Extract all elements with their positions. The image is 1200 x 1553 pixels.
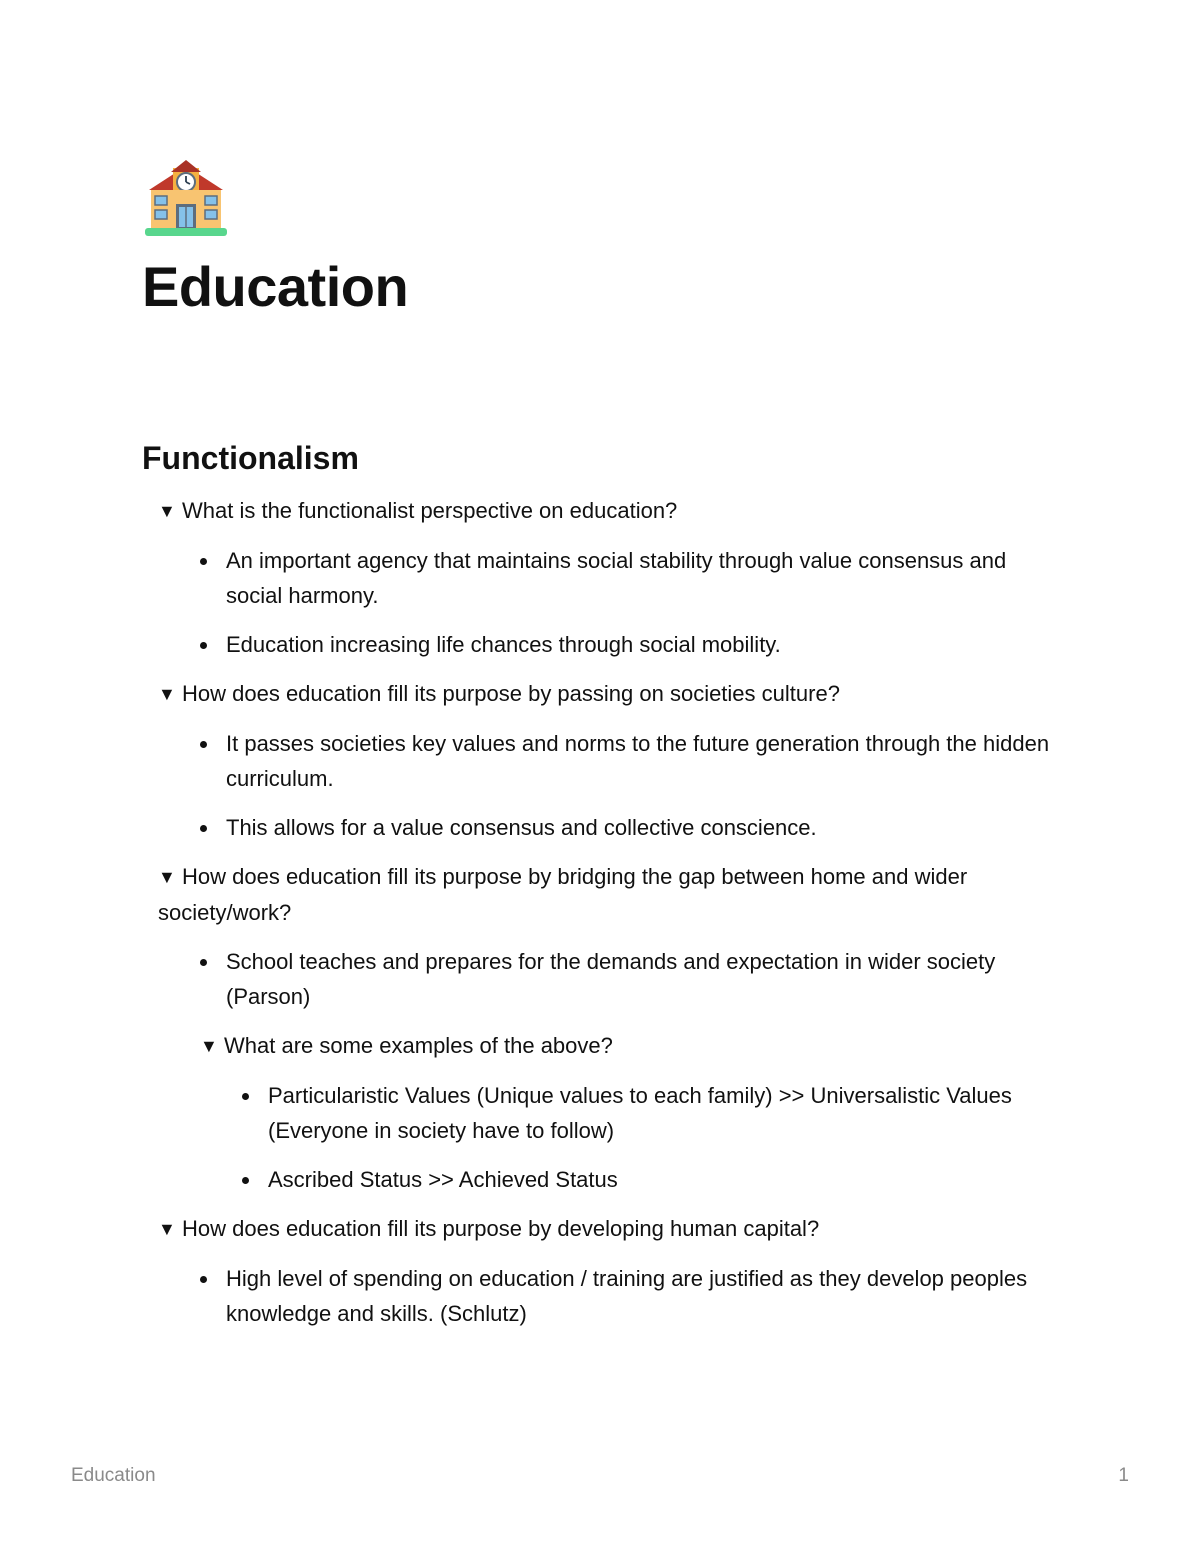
list-item <box>158 944 1058 1014</box>
bullet-list <box>200 1078 1058 1197</box>
list-item <box>200 1162 1058 1197</box>
list-item-text: High level of spending on education / training are justified as they develop peoples knowledge and skills. (Schlutz) <box>226 1266 1028 1326</box>
toggle-header[interactable] <box>158 676 1058 712</box>
toggle-question: How does education fill its purpose by passing on societies culture? <box>182 681 840 706</box>
toggle-block <box>158 859 1058 1197</box>
toggle-question: How does education fill its purpose by developing human capital? <box>182 1216 820 1241</box>
toggle-block <box>158 493 1058 662</box>
toggle-header[interactable] <box>158 1211 1058 1247</box>
toggle-list <box>158 493 1058 1345</box>
list-item-text: This allows for a value consensus and collective conscience. <box>226 815 817 840</box>
toggle-children <box>158 944 1058 1197</box>
list-item <box>158 810 1058 845</box>
list-item-text: Education increasing life chances through social mobility. <box>226 632 781 657</box>
toggle-arrow-icon[interactable]: ▼ <box>200 1036 218 1056</box>
bullet-icon <box>242 1093 249 1100</box>
toggle-block <box>158 1211 1058 1331</box>
list-item-text: It passes societies key values and norms to the future generation through the hidden curriculum. <box>226 731 1050 791</box>
page-title: Education <box>142 255 409 318</box>
toggle-children <box>158 1261 1058 1331</box>
list-item <box>158 726 1058 796</box>
section-heading: Functionalism <box>142 440 359 476</box>
toggle-arrow-icon[interactable]: ▼ <box>158 684 176 704</box>
sub-toggle-children <box>200 1078 1058 1197</box>
toggle-children <box>158 543 1058 662</box>
bullet-list <box>158 944 1058 1014</box>
school-building-icon <box>145 160 227 236</box>
sub-toggle-block <box>200 1028 1058 1197</box>
bullet-icon <box>242 1177 249 1184</box>
list-item <box>200 1078 1058 1148</box>
bullet-list <box>158 543 1058 662</box>
list-item-text: School teaches and prepares for the demands and expectation in wider society (Parson) <box>226 949 996 1009</box>
bullet-icon <box>200 825 207 832</box>
footer-document-title: Education <box>71 1465 156 1486</box>
bullet-icon <box>200 642 207 649</box>
list-item <box>158 1261 1058 1331</box>
bullet-icon <box>200 959 207 966</box>
list-item-text: Ascribed Status >> Achieved Status <box>268 1167 618 1192</box>
sub-toggle-question: What are some examples of the above? <box>224 1033 613 1058</box>
toggle-header[interactable] <box>158 493 1058 529</box>
bullet-list <box>158 726 1058 845</box>
toggle-arrow-icon[interactable]: ▼ <box>158 501 176 521</box>
list-item <box>158 543 1058 613</box>
toggle-question: How does education fill its purpose by bridging the gap between home and wider society/work? <box>158 864 968 925</box>
list-item-text: An important agency that maintains social stability through value consensus and social harmony. <box>226 548 1007 608</box>
bullet-icon <box>200 558 207 565</box>
sub-toggle-header[interactable] <box>200 1028 1058 1064</box>
bullet-icon <box>200 1276 207 1283</box>
toggle-header[interactable] <box>158 859 1058 930</box>
bullet-list <box>158 1261 1058 1331</box>
toggle-question: What is the functionalist perspective on education? <box>182 498 678 523</box>
bullet-icon <box>200 741 207 748</box>
list-item <box>158 627 1058 662</box>
toggle-children <box>158 726 1058 845</box>
toggle-block <box>158 676 1058 845</box>
footer-page-number: 1 <box>1118 1465 1129 1486</box>
toggle-arrow-icon[interactable]: ▼ <box>158 867 176 887</box>
list-item-text: Particularistic Values (Unique values to each family) >> Universalistic Values (Everyone in society have to follow) <box>268 1083 1012 1143</box>
toggle-arrow-icon[interactable]: ▼ <box>158 1219 176 1239</box>
